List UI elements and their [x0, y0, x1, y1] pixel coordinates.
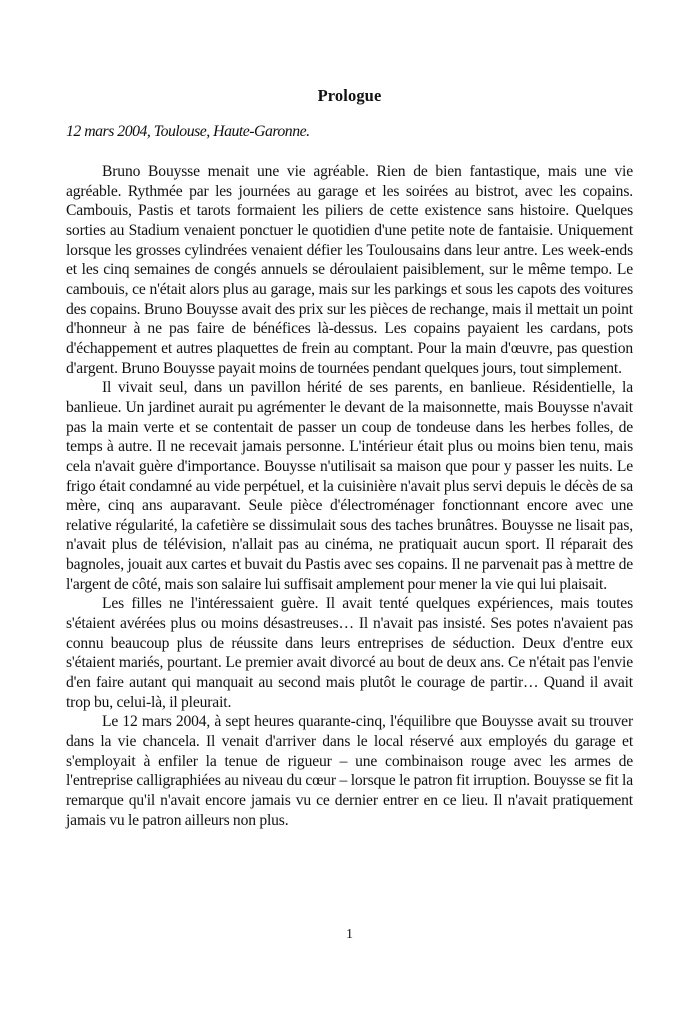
paragraph: Bruno Bouysse menait une vie agréable. Rien de bien fantastique, mais une vie agréable. Rythmée par les journées au garage et les soirées au bistrot, avec les copains. Cambouis, Pastis et tarots formaient les piliers de cette existence sans histoire. Quelques sorties au Stadium venaient ponctuer le quotidien d'une petite note de fantaisie. Uniquement lorsque les grosses cylindrées venaient défier les Toulousains dans leur antre. Les week-ends et les cinq semaines de congés annuels se déroulaient paisiblement, sur le même tempo. Le cambouis, ce n'était alors plus au garage, mais sur les parkings et sous les capots des voitures des copains. Bruno Bouysse avait des prix sur les pièces de rechange, mais il mettait un point d'honneur à ne pas faire de bénéfices là-dessus. Les copains payaient les cardans, pots d'échappement et autres plaquettes de frein au comptant. Pour la main d'œuvre, pas question d'argent. Bruno Bouysse payait moins de tournées pendant quelques jours, tout simplement. — [66, 163, 633, 377]
body-text — [66, 162, 633, 830]
page-number: 1 — [346, 927, 353, 942]
dateline: 12 mars 2004, Toulouse, Haute-Garonne. — [66, 123, 310, 140]
paragraph: Le 12 mars 2004, à sept heures quarante-cinq, l'équilibre que Bouysse avait su trouver dans la vie chancela. Il venait d'arriver dans le local réservé aux employés du garage et s'employait à enfiler la tenue de rigueur – une combinaison rouge avec les armes de l'entreprise calligraphiées au niveau du cœur – lorsque le patron fit irruption. Bouysse se fit la remarque qu'il n'avait encore jamais vu ce dernier entrer en ce lieu. Il n'avait pratiquement jamais vu le patron ailleurs non plus. — [66, 713, 633, 829]
paragraph: Les filles ne l'intéressaient guère. Il avait tenté quelques expériences, mais toutes s'étaient avérées plus ou moins désastreuses… Il n'avait pas insisté. Ses potes n'avaient pas connu beaucoup plus de réussite dans leurs entreprises de séduction. Deux d'entre eux s'étaient mariés, pourtant. Le premier avait divorcé au bout de deux ans. Ce n'était pas l'envie d'en faire autant qui manquait au second mais plutôt le courage de partir… Quand il avait trop bu, celui-là, il pleurait. — [66, 595, 633, 711]
paragraph: Il vivait seul, dans un pavillon hérité de ses parents, en banlieue. Résidentielle, la banlieue. Un jardinet aurait pu agrémenter le devant de la maisonnette, mais Bouysse n'avait pas la main verte et se contentait de passer un coup de tondeuse dans les herbes folles, de temps à autre. Il ne recevait jamais personne. L'intérieur était plus ou moins bien tenu, mais cela n'avait guère d'importance. Bouysse n'utilisait sa maison que pour y passer les nuits. Le frigo était condamné au vide perpétuel, et la cuisinière n'avait plus servi depuis le décès de sa mère, cinq ans auparavant. Seule pièce d'électroménager fonctionnant encore avec une relative régularité, la cafetière se dissimulait sous des taches brunâtres. Bouysse ne lisait pas, n'avait plus de télévision, n'allait pas au cinéma, ne pratiquait aucun sport. Il réparait des bagnoles, jouait aux cartes et buvait du Pastis avec ses copains. Il ne parvenait pas à mettre de l'argent de côté, mais son salaire lui suffisait amplement pour mener la vie qui lui plaisait. — [66, 379, 633, 593]
chapter-title: Prologue — [317, 86, 382, 105]
